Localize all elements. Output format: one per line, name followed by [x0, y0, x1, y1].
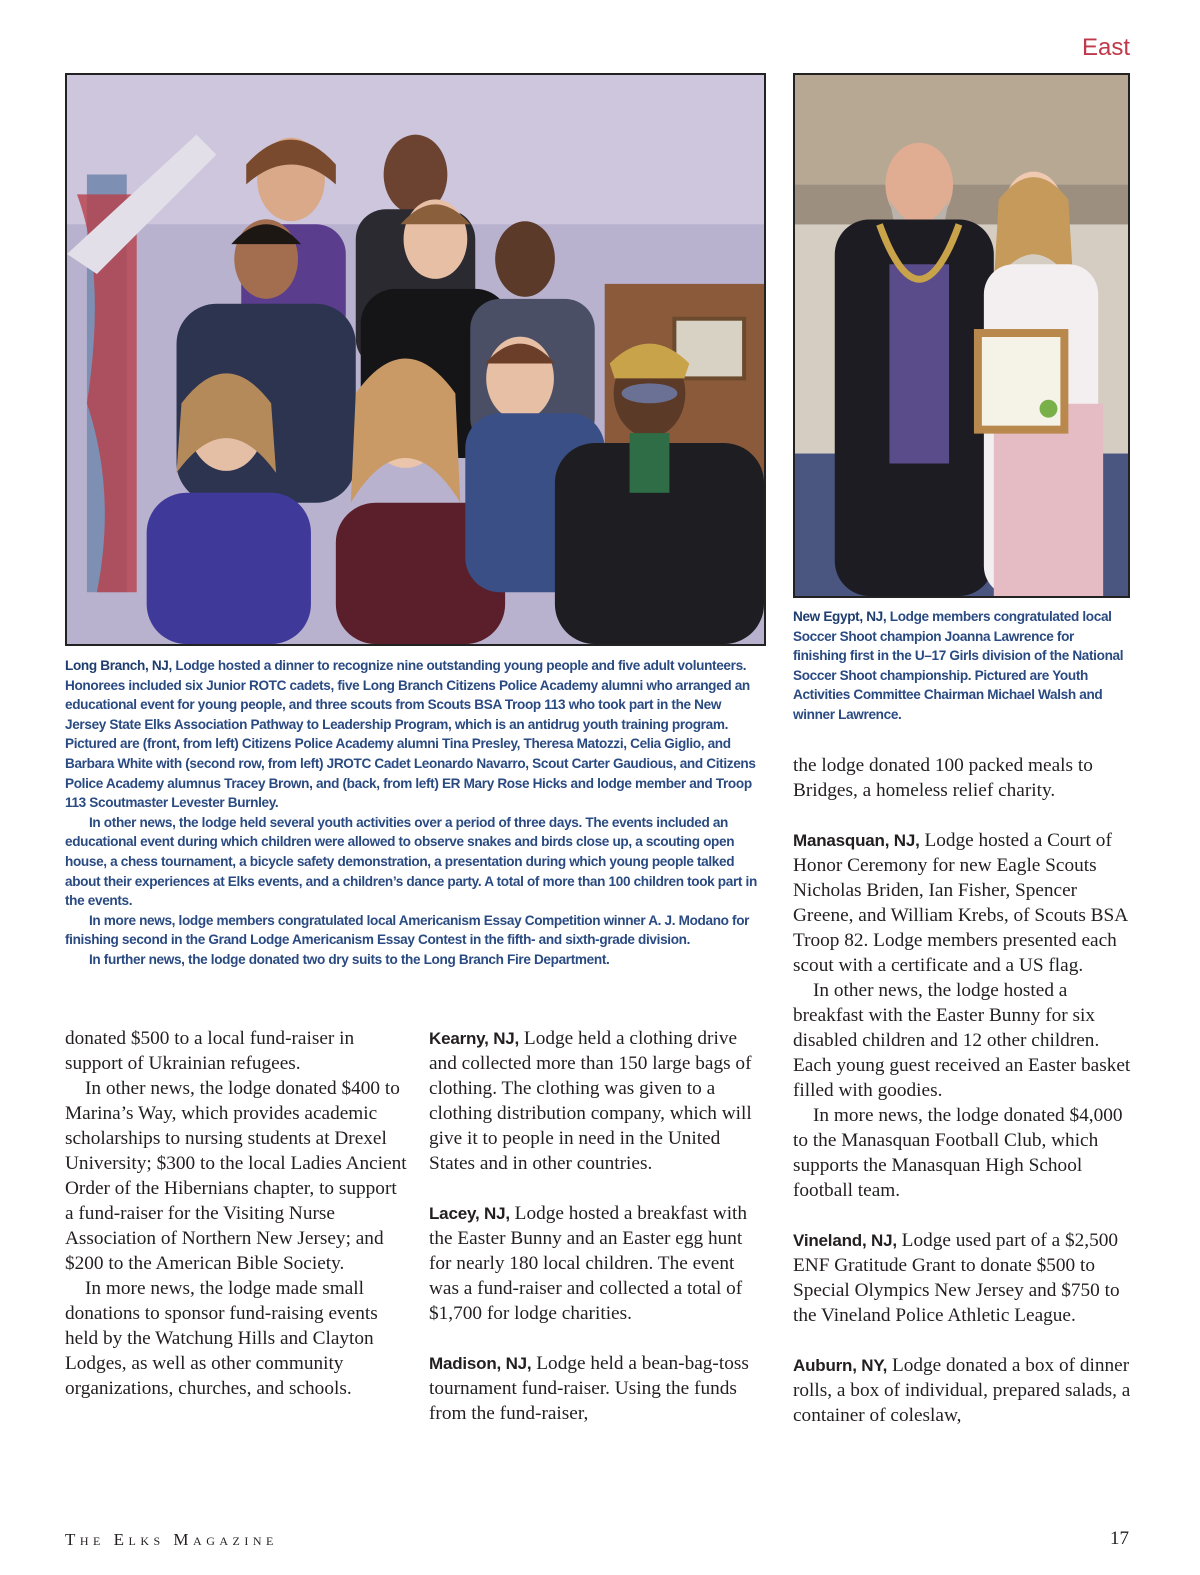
- lodge-text: Lodge hosted a Court of Honor Ceremony for new Eagle Scouts Nicholas Briden, Ian Fisher, Spencer Greene, and William Krebs, of Scouts BSA Troop 82. Lodge members presented each scout with a certificate and a US flag.: [793, 830, 1128, 976]
- caption-text: Lodge members congratulated local Soccer Shoot champion Joanna Lawrence for finishing first in the U–17 Girls division of the National Soccer Shoot championship. Pictured are Youth Activities Committee Chairman Michael Walsh and winner Lawrence.: [793, 609, 1124, 722]
- caption-text: Lodge hosted a dinner to recognize nine outstanding young people and five adult volunteers. Honorees included six Junior ROTC cadets, five Long Branch Citizens Police Academy alumni who arranged an educational event for young people, and three scouts from Scouts BSA Troop 113 who took part in the New Jersey State Elks Association Pathway to Leadership Program, which is an antidrug youth training program. Pictured are (front, from left) Citizens Police Academy alumni Tina Presley, Theresa Matozzi, Celia Giglio, and Barbara White with (second row, from left) JROTC Cadet Leonardo Navarro, Scout Carter Gaudious, and Citizens Police Academy alumnus Tracey Brown, and (back, from left) ER Mary Rose Hicks and lodge member and Troop 113 Scoutmaster Levester Burnley.: [65, 658, 756, 811]
- group-photo-illustration: [67, 75, 764, 644]
- lodge-entry-madison: [429, 1351, 769, 1426]
- article-paragraph: In other news, the lodge donated $400 to Marina’s Way, which provides academic scholarships to nursing students at Drexel University; $300 to the local Ladies Ancient Order of the Hibernians chapter, to support a fund-raiser for the Visiting Nurse Association of Northern New Jersey; and $200 to the American Bible Society.: [65, 1078, 407, 1274]
- lodge-location: Manasquan, NJ,: [793, 831, 920, 850]
- lodge-entry-lacey: [429, 1201, 769, 1326]
- article-paragraph: In other news, the lodge hosted a breakfast with the Easter Bunny for six disabled children and 12 other children. Each young guest received an Easter basket filled with goodies.: [793, 980, 1131, 1101]
- lodge-location: Auburn, NY,: [793, 1356, 888, 1375]
- award-photo: [793, 73, 1130, 598]
- lodge-location: Madison, NJ,: [429, 1354, 532, 1373]
- lodge-text: Lodge hosted a breakfast with the Easter Bunny and an Easter egg hunt for nearly 180 local children. The event was a fund-raiser and collected a total of $1,700 for lodge charities.: [429, 1203, 748, 1324]
- article-column-right: [793, 753, 1133, 1428]
- side-caption: [793, 607, 1128, 725]
- caption-paragraph: In further news, the lodge donated two dry suits to the Long Branch Fire Department.: [89, 951, 610, 967]
- lodge-text: Lodge used part of a $2,500 ENF Gratitude Grant to donate $500 to Special Olympics New Jersey and $750 to the Vineland Police Athletic League.: [793, 1230, 1120, 1326]
- caption-paragraph: In more news, lodge members congratulated local Americanism Essay Competition winner A. J. Modano for finishing second in the Grand Lodge Americanism Essay Contest in the fifth- and sixth-grade division.: [65, 912, 750, 948]
- article-column-middle: [429, 1026, 769, 1426]
- lodge-text: Lodge held a clothing drive and collected more than 150 large bags of clothing. The clothing was given to a clothing distribution company, which will give it to people in need in the United States and in other countries.: [429, 1028, 752, 1174]
- caption-location: Long Branch, NJ,: [65, 658, 172, 673]
- magazine-name: The Elks Magazine: [65, 1530, 278, 1549]
- lodge-location: Kearny, NJ,: [429, 1029, 520, 1048]
- article-paragraph: In more news, the lodge donated $4,000 to the Manasquan Football Club, which supports the Manasquan High School football team.: [793, 1105, 1123, 1201]
- lodge-location: Lacey, NJ,: [429, 1204, 510, 1223]
- caption-paragraph: In other news, the lodge held several youth activities over a period of three days. The events included an educational event during which children were allowed to observe snakes and birds close up, a scouting open house, a chess tournament, a bicycle safety demonstration, a presentation during which young people talked about their experiences at Elks events, and a children’s dance party. A total of more than 100 children took part in the events.: [65, 814, 757, 909]
- award-photo-illustration: [795, 75, 1128, 596]
- article-column-left: [65, 1026, 410, 1401]
- lodge-entry-manasquan: [793, 828, 1133, 978]
- lodge-entry-kearny: [429, 1026, 769, 1176]
- caption-location: New Egypt, NJ,: [793, 609, 887, 624]
- article-paragraph: the lodge donated 100 packed meals to Bridges, a homeless relief charity.: [793, 755, 1093, 801]
- section-label: East: [1081, 34, 1130, 61]
- page-number: 17: [1110, 1528, 1129, 1549]
- article-paragraph: donated $500 to a local fund-raiser in support of Ukrainian refugees.: [65, 1028, 355, 1074]
- lodge-location: Vineland, NJ,: [793, 1231, 897, 1250]
- group-photo: [65, 73, 766, 646]
- lodge-text: Lodge donated a box of dinner rolls, a box of individual, prepared salads, a container of coleslaw,: [793, 1355, 1131, 1426]
- main-caption: [65, 656, 765, 970]
- article-paragraph: In more news, the lodge made small donations to sponsor fund-raising events held by the Watchung Hills and Clayton Lodges, as well as other community organizations, churches, and schools.: [65, 1278, 378, 1399]
- lodge-entry-vineland: [793, 1228, 1133, 1328]
- lodge-text: Lodge held a bean-bag-toss tournament fund-raiser. Using the funds from the fund-raiser,: [429, 1353, 749, 1424]
- lodge-entry-auburn: [793, 1353, 1133, 1428]
